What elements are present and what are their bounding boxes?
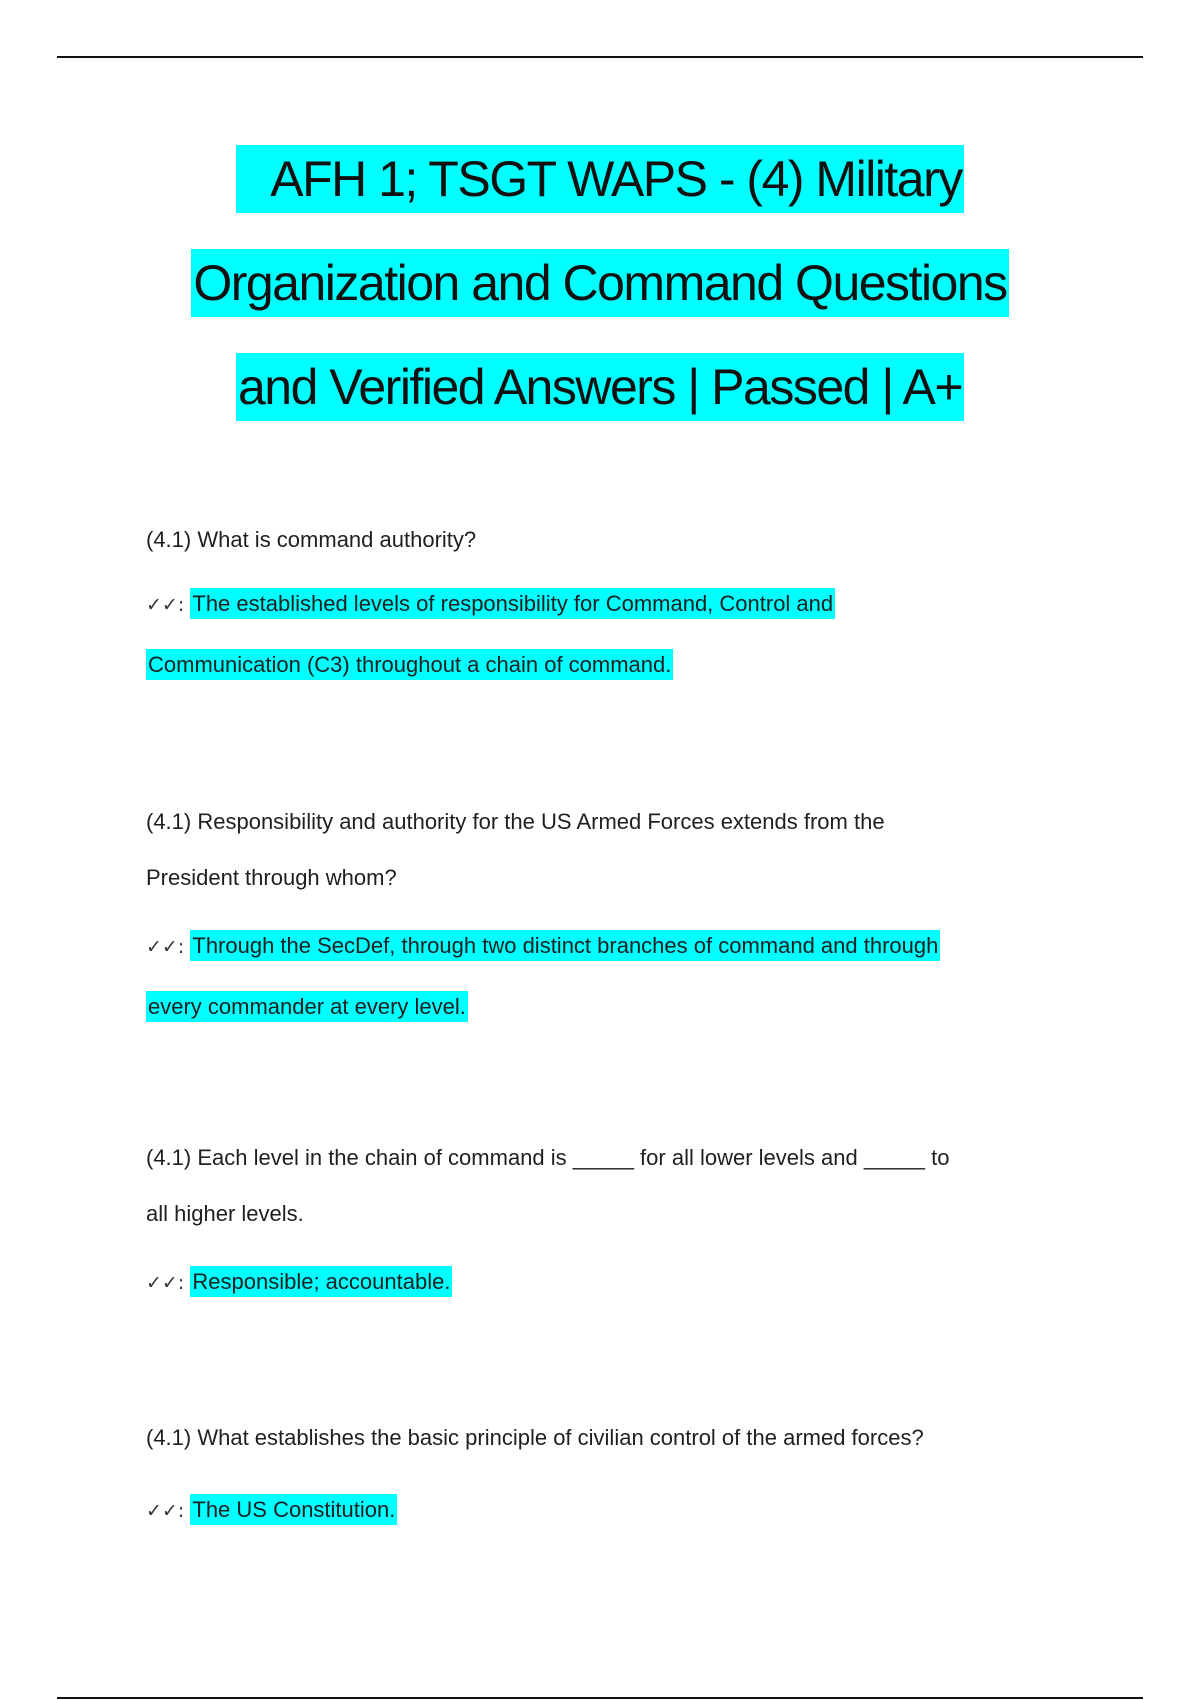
title-text-1: AFH 1; TSGT WAPS - (4) Military xyxy=(236,145,964,213)
check-icon: ✓✓: xyxy=(146,936,185,958)
title-line-2 xyxy=(0,244,1200,348)
qa-item-3 xyxy=(146,1130,1046,1313)
answer-1-line-1 xyxy=(146,574,1046,635)
answer-1-text-2: Communication (C3) throughout a chain of command. xyxy=(146,649,673,680)
title-line-1 xyxy=(0,140,1200,244)
bottom-rule xyxy=(57,1697,1143,1699)
title-text-3: and Verified Answers | Passed | A+ xyxy=(236,353,964,421)
question-3-line-2: all higher levels. xyxy=(146,1201,304,1226)
answer-4-text-1: The US Constitution. xyxy=(190,1494,397,1525)
answer-2-line-1 xyxy=(146,916,1046,977)
check-icon: ✓✓: xyxy=(146,594,185,616)
question-2-line-1: (4.1) Responsibility and authority for the US Armed Forces extends from the xyxy=(146,809,885,834)
top-rule xyxy=(57,56,1143,58)
qa-item-1 xyxy=(146,512,1046,695)
document-title xyxy=(0,140,1200,452)
question-2-line-2: President through whom? xyxy=(146,865,397,890)
check-icon: ✓✓: xyxy=(146,1272,185,1294)
answer-4-line-1 xyxy=(146,1480,1046,1541)
question-1: (4.1) What is command authority? xyxy=(146,527,477,552)
answer-3-text-1: Responsible; accountable. xyxy=(190,1266,452,1297)
answer-2-text-2: every commander at every level. xyxy=(146,991,468,1022)
title-line-3 xyxy=(0,348,1200,452)
question-4: (4.1) What establishes the basic principle of civilian control of the armed forces? xyxy=(146,1425,924,1450)
answer-2-text-1: Through the SecDef, through two distinct branches of command and through xyxy=(190,930,940,961)
title-text-2: Organization and Command Questions xyxy=(191,249,1008,317)
answer-3-line-1 xyxy=(146,1252,1046,1313)
qa-item-4 xyxy=(146,1410,1046,1541)
check-icon: ✓✓: xyxy=(146,1500,185,1522)
question-3-line-1: (4.1) Each level in the chain of command is _____ for all lower levels and _____ to xyxy=(146,1145,950,1170)
answer-1-line-2 xyxy=(146,635,1046,695)
qa-item-2 xyxy=(146,794,1046,1037)
answer-2-line-2 xyxy=(146,977,1046,1037)
answer-1-text-1: The established levels of responsibility for Command, Control and xyxy=(190,588,835,619)
